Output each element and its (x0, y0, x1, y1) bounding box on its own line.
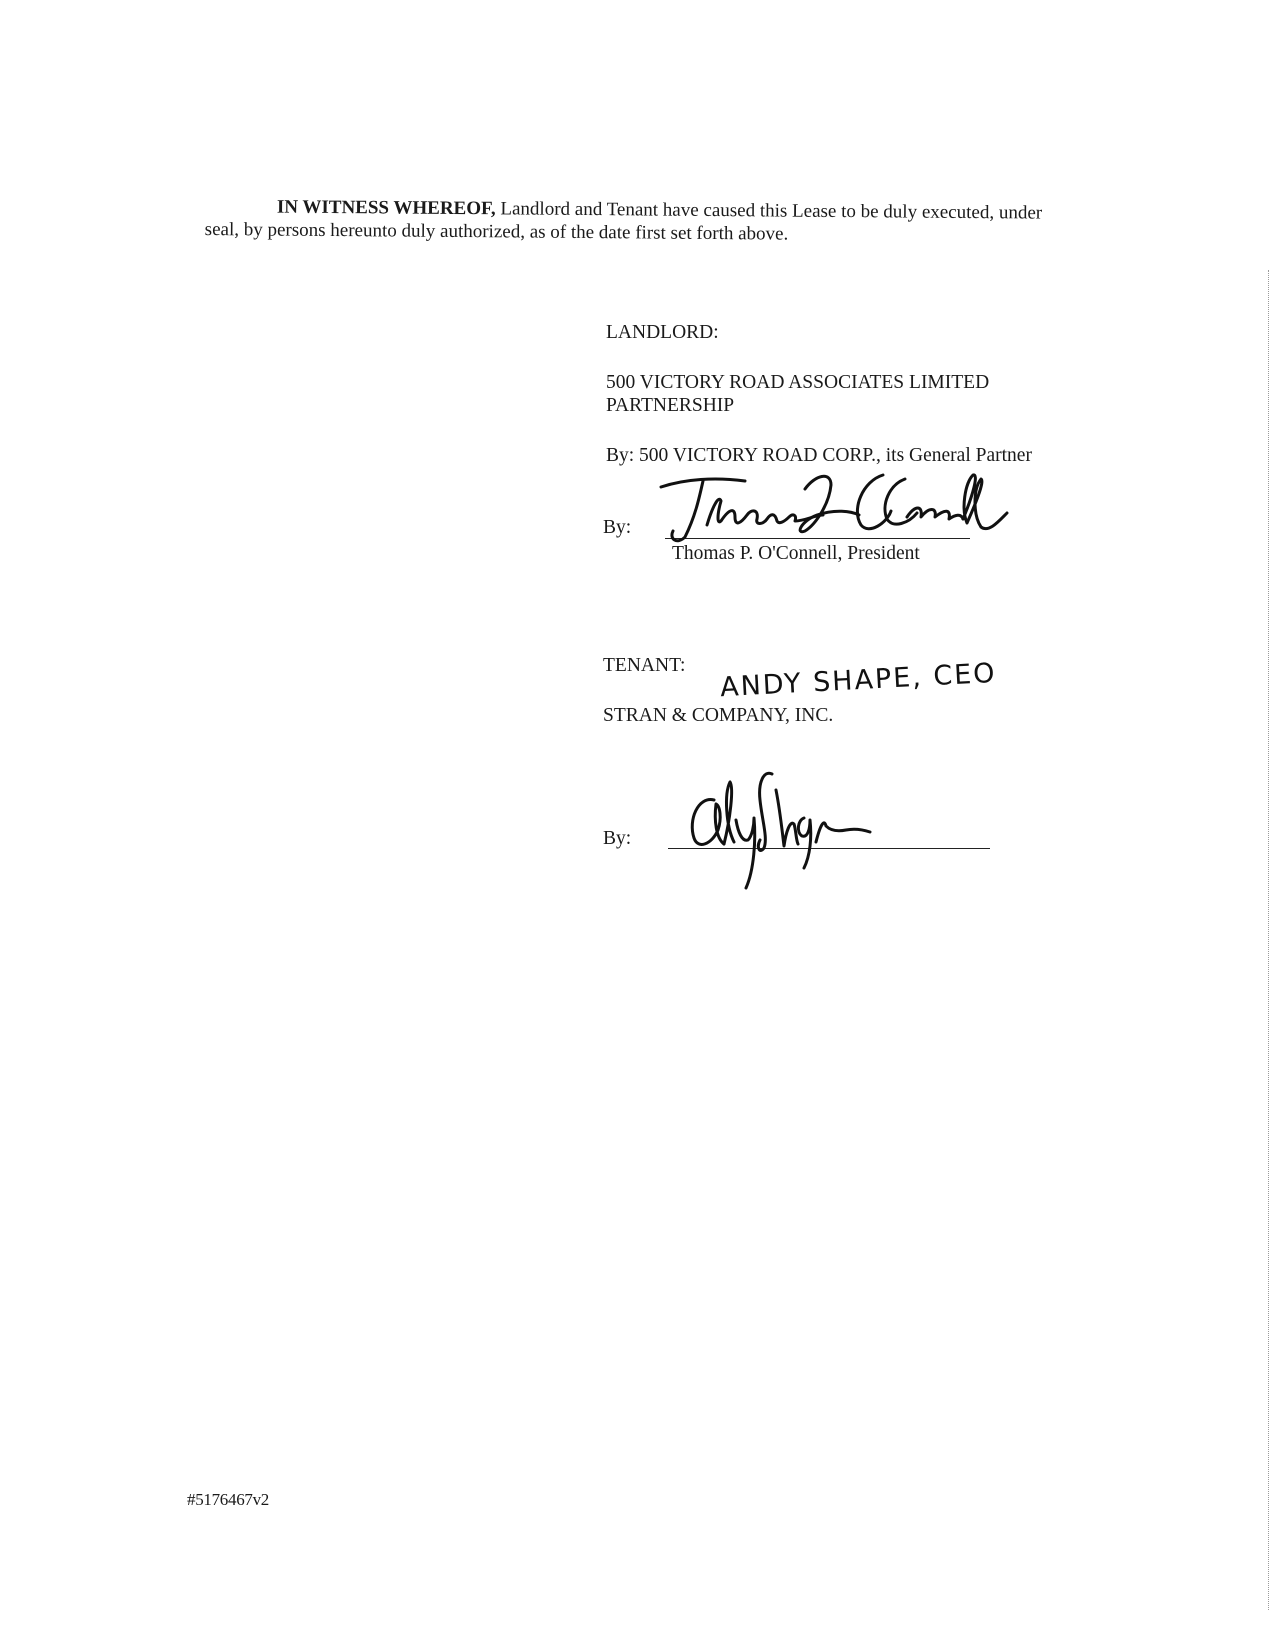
tenant-handwritten-name: ANDY SHAPE, CEO (719, 657, 998, 704)
landlord-signatory: Thomas P. O'Connell, President (672, 543, 920, 564)
tenant-signature (680, 760, 880, 900)
document-number: #5176467v2 (187, 1490, 270, 1509)
landlord-by-label: By: (603, 517, 632, 538)
landlord-signature (655, 465, 1025, 555)
landlord-heading: LANDLORD: (606, 322, 719, 343)
witness-clause (205, 195, 1065, 248)
landlord-entity-line2: PARTNERSHIP (606, 395, 735, 416)
landlord-general-partner: By: 500 VICTORY ROAD CORP., its General Partner (606, 445, 1032, 466)
tenant-entity: STRAN & COMPANY, INC. (603, 705, 834, 726)
witness-clause-text: Landlord and Tenant have caused this Lease to be duly executed, under seal, by persons hereunto duly authorized, as of the date first set forth above. (204, 198, 1043, 245)
tenant-heading: TENANT: (603, 655, 686, 676)
tenant-by-label: By: (603, 828, 632, 849)
witness-clause-lead: IN WITNESS WHEREOF, (276, 196, 496, 220)
landlord-entity-line1: 500 VICTORY ROAD ASSOCIATES LIMITED (606, 372, 990, 393)
scan-edge-artifact (1268, 270, 1269, 1610)
